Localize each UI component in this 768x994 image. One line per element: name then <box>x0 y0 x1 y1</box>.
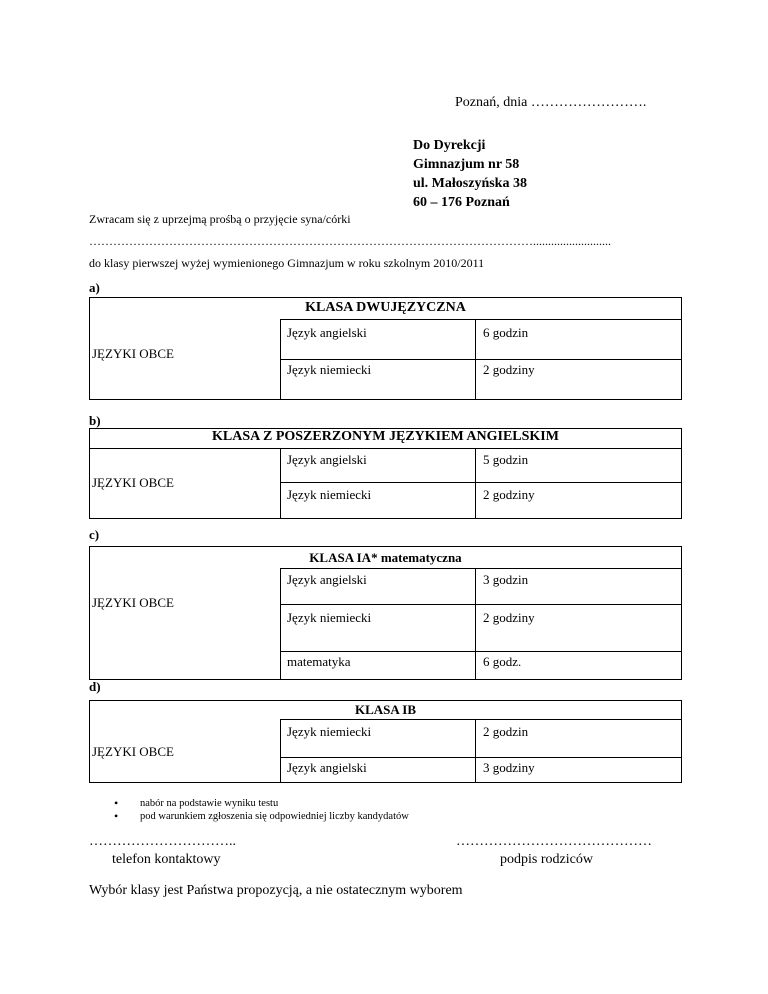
section-b-row-2-subject: Język niemiecki <box>287 487 372 502</box>
section-b-row-1-hours: 5 godzin <box>483 452 529 467</box>
school-year-text: do klasy pierwszej wyżej wymienionego Gimnazjum w roku szkolnym 2010/2011 <box>89 256 485 270</box>
section-b-letter: b) <box>89 413 101 428</box>
section-d-row-1-subject: Język niemiecki <box>287 724 372 739</box>
parent-signature-dots: …………………………………… <box>456 834 652 849</box>
section-c-row-1-subject: Język angielski <box>287 572 367 587</box>
section-a-left-label: JĘZYKI OBCE <box>92 346 174 361</box>
note-item-2: • pod warunkiem zgłoszenia się odpowiedniej liczby kandydatów <box>106 810 409 823</box>
section-d-letter: d) <box>89 679 101 694</box>
section-d-table <box>89 700 682 783</box>
section-d-row-2-subject: Język angielski <box>287 760 367 775</box>
section-c-row-3-subject: matematyka <box>287 654 351 669</box>
section-c-row-2-hours: 2 godziny <box>483 610 535 625</box>
section-a-title: KLASA DWUJĘZYCZNA <box>305 300 466 315</box>
section-c-left-label: JĘZYKI OBCE <box>92 595 174 610</box>
section-c-table <box>89 546 682 680</box>
section-b-left-label: JĘZYKI OBCE <box>92 475 174 490</box>
section-a-row-1-subject: Język angielski <box>287 325 367 340</box>
section-c-letter: c) <box>89 527 100 542</box>
phone-dots: ………………………….. <box>89 834 236 849</box>
footer-note: Wybór klasy jest Państwa propozycją, a nie ostatecznym wyborem <box>89 883 463 898</box>
section-a-row-1-hours: 6 godzin <box>483 325 529 340</box>
address-line-3: ul. Małoszyńska 38 <box>413 176 527 191</box>
address-line-1: Do Dyrekcji <box>413 138 486 153</box>
section-c-row-1-hours: 3 godzin <box>483 572 529 587</box>
section-a-row-2-hours: 2 godziny <box>483 362 535 377</box>
section-b-table <box>89 428 682 519</box>
section-c-title: KLASA IA* matematyczna <box>309 550 462 565</box>
section-d-title: KLASA IB <box>354 702 417 717</box>
note-item-1: • nabór na podstawie wyniku testu <box>106 797 409 810</box>
section-c-row-2-subject: Język niemiecki <box>287 610 372 625</box>
student-name-dots: ………………………………………………………………………………………………….......................... <box>89 234 611 248</box>
recipient-address <box>413 136 527 212</box>
section-a-table <box>89 297 682 400</box>
section-d-row-1-hours: 2 godzin <box>483 724 529 739</box>
section-b-row-2-hours: 2 godziny <box>483 487 535 502</box>
section-d-left-label: JĘZYKI OBCE <box>92 744 174 759</box>
phone-label: telefon kontaktowy <box>112 852 221 867</box>
section-a-letter: a) <box>89 280 100 295</box>
section-c-row-3-hours: 6 godz. <box>483 654 522 669</box>
section-b-row-1-subject: Język angielski <box>287 452 367 467</box>
section-d-row-2-hours: 3 godziny <box>483 760 535 775</box>
address-line-2: Gimnazjum nr 58 <box>413 157 520 172</box>
section-b-title: KLASA Z POSZERZONYM JĘZYKIEM ANGIELSKIM <box>212 429 559 444</box>
section-a-row-2-subject: Język niemiecki <box>287 362 372 377</box>
parent-signature-label: podpis rodziców <box>500 852 593 867</box>
request-text: Zwracam się z uprzejmą prośbą o przyjęcie syna/córki <box>89 212 351 226</box>
notes-list <box>106 797 409 823</box>
address-line-4: 60 – 176 Poznań <box>413 195 510 210</box>
place-date: Poznań, dnia ……………………. <box>455 95 647 110</box>
